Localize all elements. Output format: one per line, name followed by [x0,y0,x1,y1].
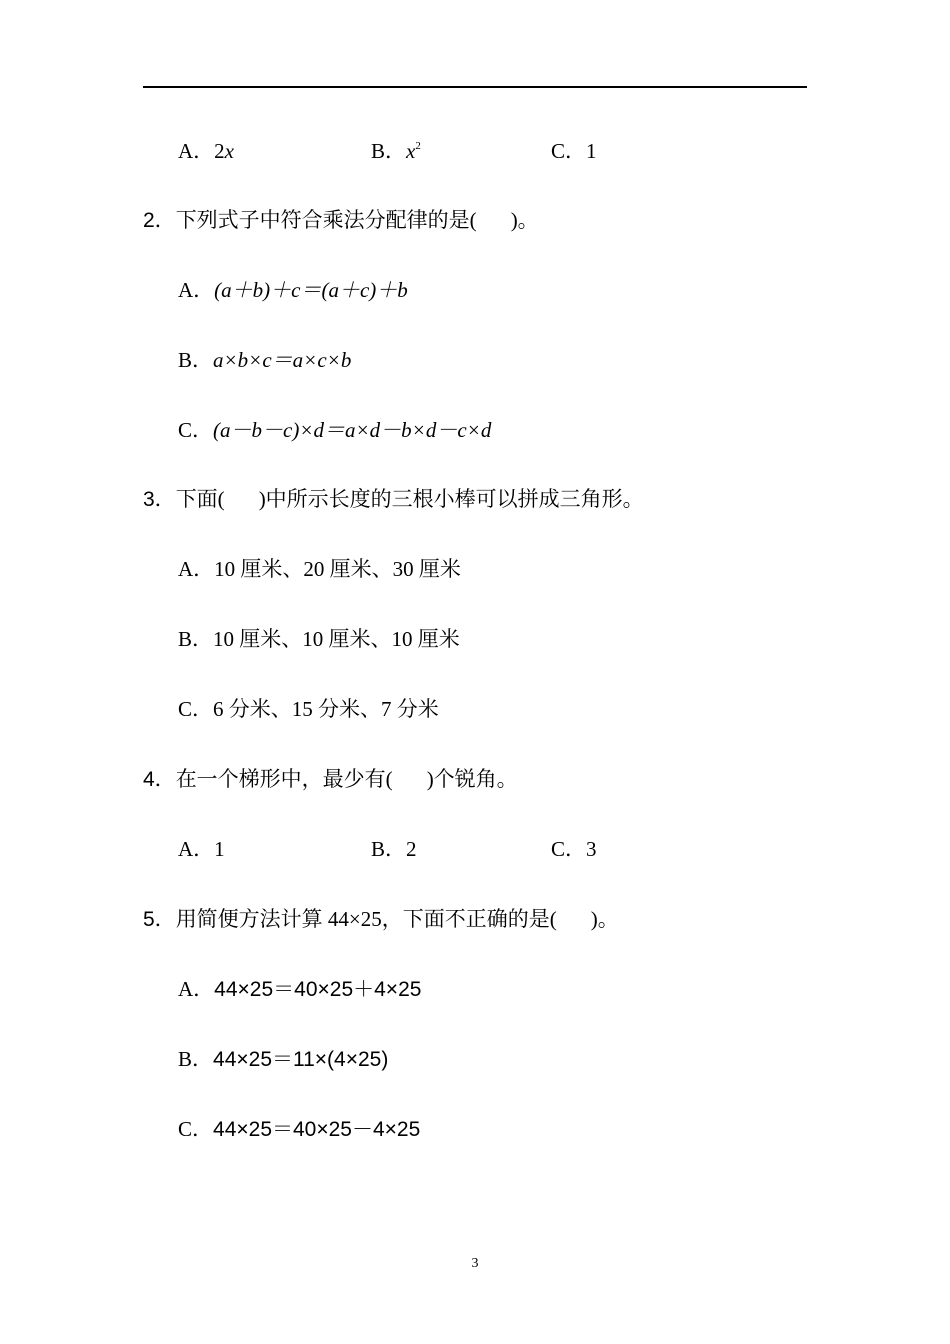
q2-option-a: A．(a＋b)＋c＝(a＋c)＋b [178,278,408,302]
q3-option-b: B．10 厘米、10 厘米、10 厘米 [178,627,460,651]
q2-option-b: B．a×b×c＝a×c×b [178,348,352,372]
q5-stem: 5．用简便方法计算 44×25，下面不正确的是( )。 [143,907,619,931]
q4-option-c: C．3 [551,837,597,861]
q5-option-c: C．44×25＝40×25－4×25 [178,1117,421,1141]
q3-option-a: A．10 厘米、20 厘米、30 厘米 [178,557,461,581]
q4-stem: 4．在一个梯形中，最少有( )个锐角。 [143,767,518,791]
q4-option-b: B．2 [371,837,417,861]
q1-option-a: A．2x [178,139,234,163]
q3-stem: 3．下面( )中所示长度的三根小棒可以拼成三角形。 [143,487,644,511]
q1-option-c: C．1 [551,139,597,163]
header-rule [143,86,807,88]
q2-stem: 2．下列式子中符合乘法分配律的是( )。 [143,208,539,232]
q3-option-c: C．6 分米、15 分米、7 分米 [178,697,439,721]
page-number: 3 [471,1256,479,1271]
q4-option-a: A．1 [178,837,225,861]
q5-option-a: A．44×25＝40×25＋4×25 [178,977,422,1001]
q1-option-b: B．$x^2$ [371,139,421,163]
q5-option-b: B．44×25＝11×(4×25) [178,1047,389,1071]
q2-option-c: C．(a－b－c)×d＝a×d－b×d－c×d [178,418,492,442]
